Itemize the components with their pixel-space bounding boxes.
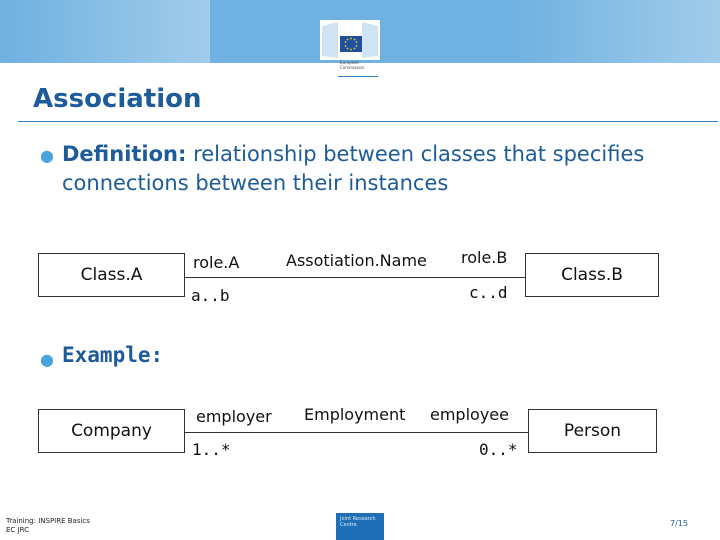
association-name-label: Assotiation.Name	[286, 251, 427, 270]
example-heading: Example:	[62, 343, 164, 367]
company-class-box[interactable]	[38, 409, 185, 453]
jrc-logo-text: Joint Research Centre	[340, 516, 376, 528]
footer-line-2: EC JRC	[6, 526, 30, 534]
role-b-label: role.B	[461, 248, 508, 267]
class-a-label: Class.A	[80, 265, 143, 285]
multiplicity-b-label: c..d	[469, 283, 508, 302]
banner-fade	[0, 0, 210, 63]
page-number: 7/15	[670, 519, 688, 528]
class-b-box[interactable]	[525, 253, 659, 297]
person-class-label: Person	[563, 421, 622, 441]
employment-association-line	[185, 432, 528, 433]
definition-term: Definition:	[62, 142, 187, 166]
bullet-icon: ●	[40, 146, 54, 165]
employee-multiplicity-label: 0..*	[479, 440, 518, 459]
employer-role-label: employer	[196, 407, 272, 426]
logo-text: European Commission	[340, 60, 365, 70]
title-rule	[18, 121, 718, 122]
footer-line-1: Training: INSPIRE Basics	[6, 517, 90, 525]
company-class-label: Company	[71, 421, 152, 441]
definition-body: relationship between classes that specifies connections between their instances	[62, 142, 645, 195]
page-title: Association	[33, 84, 202, 114]
jrc-logo-icon	[336, 513, 384, 540]
definition-text	[62, 140, 682, 198]
employment-association-name-label: Employment	[304, 405, 406, 424]
class-b-label: Class.B	[561, 265, 623, 285]
class-a-box[interactable]	[38, 253, 185, 297]
employee-role-label: employee	[430, 405, 509, 424]
employer-multiplicity-label: 1..*	[192, 440, 231, 459]
banner-fade	[510, 0, 720, 63]
association-line	[185, 277, 525, 278]
footer-credits	[6, 517, 90, 535]
role-a-label: role.A	[193, 253, 240, 272]
person-class-box[interactable]	[528, 409, 657, 453]
multiplicity-a-label: a..b	[191, 286, 230, 305]
bullet-icon: ●	[40, 350, 54, 369]
